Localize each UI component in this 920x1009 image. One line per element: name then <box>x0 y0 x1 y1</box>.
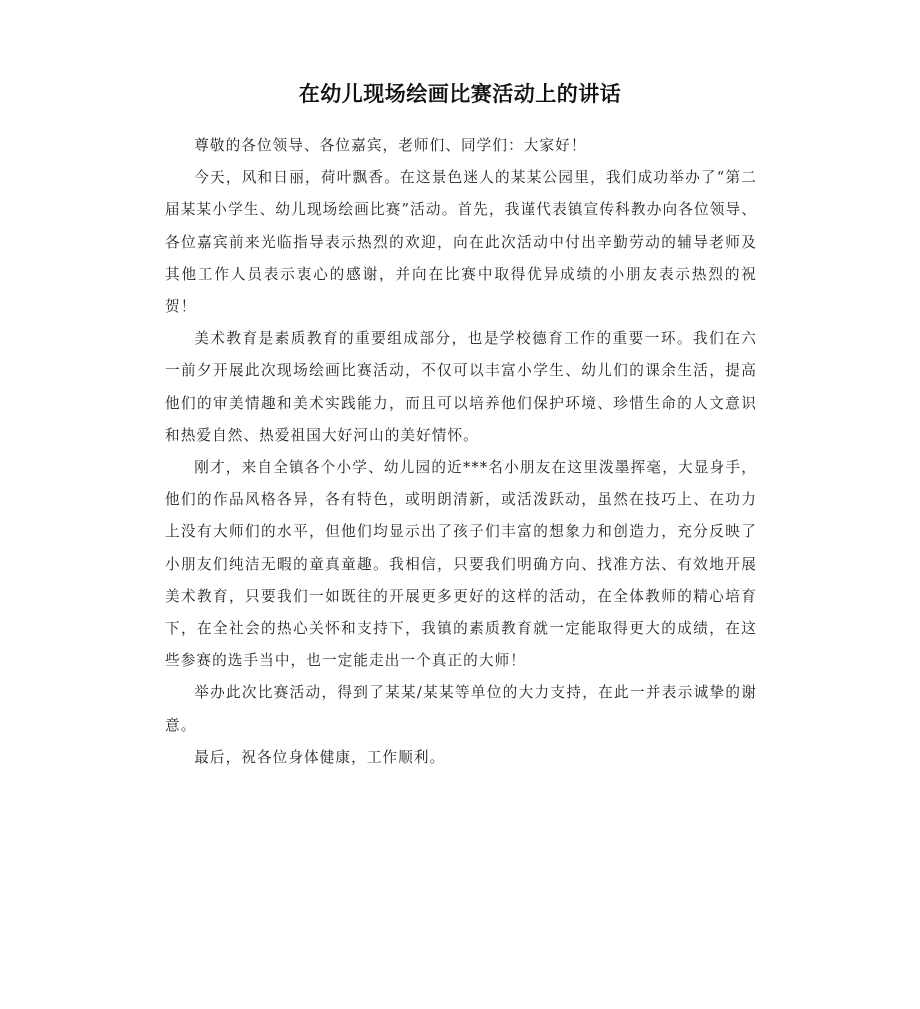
paragraph-closing: 最后，祝各位身体健康，工作顺利。 <box>194 748 446 766</box>
document-body <box>165 130 757 774</box>
paragraph-thanks: 举办此次比赛活动，得到了某某/某某等单位的大力支持，在此一并表示诚挚的谢意。 <box>165 684 757 734</box>
document-title: 在幼儿现场绘画比赛活动上的讲话 <box>298 82 622 107</box>
paragraph-greeting: 尊敬的各位领导、各位嘉宾，老师们、同学们：大家好！ <box>194 137 587 154</box>
paragraph-art-education: 美术教育是素质教育的重要组成部分，也是学校德育工作的重要一环。我们在六一前夕开展此次现场绘画比赛活动，不仅可以丰富小学生、幼儿们的课余生活，提高他们的审美情趣和美术实践能力，而且可以培养他们保护环境、珍惜生命的人文意识和热爱自然、热爱祖国大好河山的美好情怀。 <box>165 330 757 444</box>
paragraph-opening: 今天，风和日丽，荷叶飘香。在这景色迷人的某某公园里，我们成功举办了“第二届某某小学生、幼儿现场绘画比赛”活动。首先，我谨代表镇宣传科教办向各位领导、各位嘉宾前来光临指导表示热烈的欢迎，向在此次活动中付出辛勤劳动的辅导老师及其他工作人员表示衷心的感谢，并向在比赛中取得优异成绩的小朋友表示热烈的祝贺！ <box>165 169 757 316</box>
paragraph-children-works: 刚才，来自全镇各个小学、幼儿园的近***名小朋友在这里泼墨挥毫，大显身手，他们的作品风格各异，各有特色，或明朗清新，或活泼跃动，虽然在技巧上、在功力上没有大师们的水平，但他们均显示出了孩子们丰富的想象力和创造力，充分反映了小朋友们纯洁无暇的童真童趣。我相信，只要我们明确方向、找准方法、有效地开展美术教育，只要我们一如既往的开展更多更好的这样的活动，在全体教师的精心培育下，在全社会的热心关怀和支持下，我镇的素质教育就一定能取得更大的成绩，在这些参赛的选手当中，也一定能走出一个真正的大师！ <box>165 459 757 670</box>
